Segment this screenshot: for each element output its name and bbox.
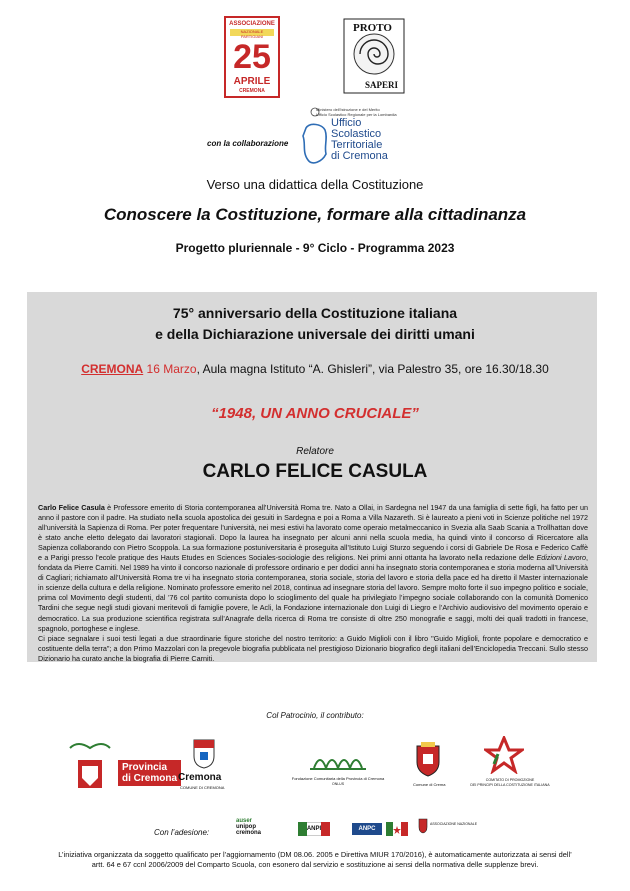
comitato-line1: COMITATO DI PROMOZIONE [485,778,535,782]
comitato-text [470,778,550,788]
project-line: Progetto pluriennale - 9° Ciclo - Programma 2023 [175,241,455,255]
auser-logo [236,818,261,836]
comune-cremona-crest-icon [188,736,220,770]
usr-logo-text [331,118,388,162]
usr-line2: Scolastico [331,128,382,140]
event-location: , Aula magna Istituto “A. Ghisleri”, via Palestro 35, ore 16.30/18.30 [196,362,549,376]
usr-line4: di Cremona [331,150,388,162]
anpi-flag-text: ANPI [307,822,321,836]
comune-cremona-name: Cremona [178,772,222,783]
bio-text-1b: , fondata da Pierre Carniti. Nel 1989 ha vinto il concorso nazionale di professore ordinario e per dodici anni ha insegnato storia contemporanea e storia moderna all’Università di Cagliari; richiamato all’Università Roma tre vi ha insegnato storia contemporanea, storia sociale, storia del lavoro e storia della pace ed ha diretto il Master internazionale in scienze della cultura e della religione. Nominato professore emerito nel 2018, continua ad insegnare storia del lavoro. Sempre molto forte il suo impegno politico e sociale, prima col Movimento degli studenti, dal ’76 col partito comunista dopo lo scioglimento del quale ha privilegiato l’impegno sociale collaborando con la comunità Domenico Tardini che segue negli studi giovani meritevoli di famiglie povere, le Acli, la Fondazione internazionale don Luigi di Liegro e l’Archivio audiovisivo del movimento operaio e democratico. La sua produzione scientifica registrata sull’Anagrafe della ricerca di Roma tre consiste di oltre 250 monografie e saggi, molti dei quali tradotti in francese, spagnolo, portoghese e inglese. [38,553,588,633]
anpi-logo-line1: ASSOCIAZIONE [229,21,275,27]
anpi-flag-red [321,822,330,836]
comune-cremona-sub: COMUNE DI CREMONA [180,785,225,790]
event-details [0,362,630,376]
comune-crema-name: Comune di Crema [413,782,446,787]
patrocinio-label: Col Patrocinio, il contributo: [266,711,364,720]
speaker-name: CARLO FELICE CASULA [202,461,428,482]
footer-note: L’iniziativa organizzata da soggetto qualificato per l’aggiornamento (DM 08.06. 2005 e Direttiva MIUR 170/2016), è automaticamente autorizzata ai sensi dell’ artt. 64 e 67 ccnl 2006/2009 del Comparto Scuola, con esonero dal servizio e sostituzione ai sensi della normativa delle supplenze brevi. [58,850,572,869]
bio-paragraph-2: Ci piace segnalare i suoi testi legati a due straordinarie figure storiche del nostro territorio: a Guido Miglioli con il libro "Guido Miglioli, fronte popolare e democratico e costituente della terra"; a don Primo Mazzolari con la pregevole biografia pubblicata nel prestigioso Dizionario biografico degli italiani dell’Enciclopedia Treccani. Sullo stesso Dizionario ha curato anche la biografia di Pierre Carniti. [38,633,588,663]
provincia-line1: Provincia [122,762,168,773]
protosaperi-logo [343,18,405,94]
usr-ministry-line1: Ministero dell'Istruzione e del Merito [316,107,380,112]
collaboration-label: con la collaborazione [207,139,289,148]
main-title: Conoscere la Costituzione, formare alla cittadinanza [103,205,527,224]
anpi-logo-aprile: APRILE [233,76,271,87]
auser-line3: cremona [236,830,262,836]
assoc-crest-icon [418,818,428,834]
usr-ministry-line2: Ufficio Scolastico Regionale per la Lombardia [316,112,397,117]
comune-crema-crest-icon [413,740,443,778]
fondazione-name: Fondazione Comunitaria della Provincia di Cremona [291,776,385,781]
usr-line3: Territoriale [331,139,383,151]
proto-logo-text: PROTO [353,22,392,34]
anpc-logo: ANPC [352,823,382,835]
bio-paragraph-1 [38,503,588,634]
anpc-flag-icon [386,822,408,836]
anpi-logo-line2: NAZIONALE PARTIGIANI [230,29,274,36]
provincia-logo-text [118,760,181,786]
comitato-star-icon [484,736,524,774]
adesione-label: Con l’adesione: [154,828,210,837]
anpi-logo-cremona: CREMONA [239,88,265,94]
comitato-line2: DEI PRINCIPI DELLA COSTITUZIONE ITALIANA [470,783,550,787]
fondazione-logo-icon [310,748,366,774]
anpi-flag-logo [298,822,330,836]
anniversary-line1: 75° anniversario della Costituzione italiana [172,305,458,321]
anpi-flag-green [298,822,307,836]
provincia-emblem-icon [66,740,114,794]
lecture-title: “1948, UN ANNO CRUCIALE” [211,405,419,422]
subtitle-verso: Verso una didattica della Costituzione [206,177,424,192]
bio-edizioni: Edizioni Lavoro [536,553,586,563]
relatore-label: Relatore [296,446,334,457]
saperi-logo-text: SAPERI [365,80,399,90]
fondazione-sub: ONLUS [331,782,345,786]
anpi-25-aprile-logo [224,16,280,98]
event-date: 16 Marzo [146,362,197,376]
usr-ministry-text [316,107,426,117]
auser-line2: unipop [236,824,256,830]
event-city: CREMONA [81,362,144,376]
assoc-nazionale-text: ASSOCIAZIONE NAZIONALE [430,822,478,826]
anniversary-line2: e della Dichiarazione universale dei diritti umani [155,326,475,342]
bio-text-1a: è Professore emerito di Storia contemporanea all’Università Roma tre. Nato a Ollai, in Sardegna nel 1947 da una famiglia di sette figli, ha fatto per un anno il pastore con il padre. Ha studiato nella scuola apostolica dei gesuiti in Sardegna e poi a Roma a Villa Nazareth. Si è laureato a pieni voti in Scienze politiche nel 1972 all’università la Sapienza di Roma. Per poter frequentare l’università, nei mesi estivi ha lavorato come operaio metalmeccanico in Svezia alla Saab Scania a Trollhattan dove è stato anche eletto delegato dai lavoratori stagionali. Dopo la laurea ha insegnato per alcuni anni nella scuola media, ha quindi vinto il concorso di Ricercatore alla Sapienza collaborando con Pietro Scoppola. La sua formazione postuniversitaria è proseguita all’Istituto Luigi Sturzo seguendo i corsi di Gabriele De Rosa e Federico Caffè e a Parigi presso l’ecole pratique des Hauts Etudes en Sciences Sociales-sociologie des religions. Nei primi anni ottanta ha lavorato nella redazione delle [38,503,589,563]
auser-line1: auser [236,818,253,824]
bio-name: Carlo Felice Casula [38,503,105,512]
usr-line1: Ufficio [331,117,362,129]
speaker-bio [38,503,588,664]
provincia-line2: di Cremona [122,773,178,784]
anpi-logo-number: 25 [233,38,271,76]
